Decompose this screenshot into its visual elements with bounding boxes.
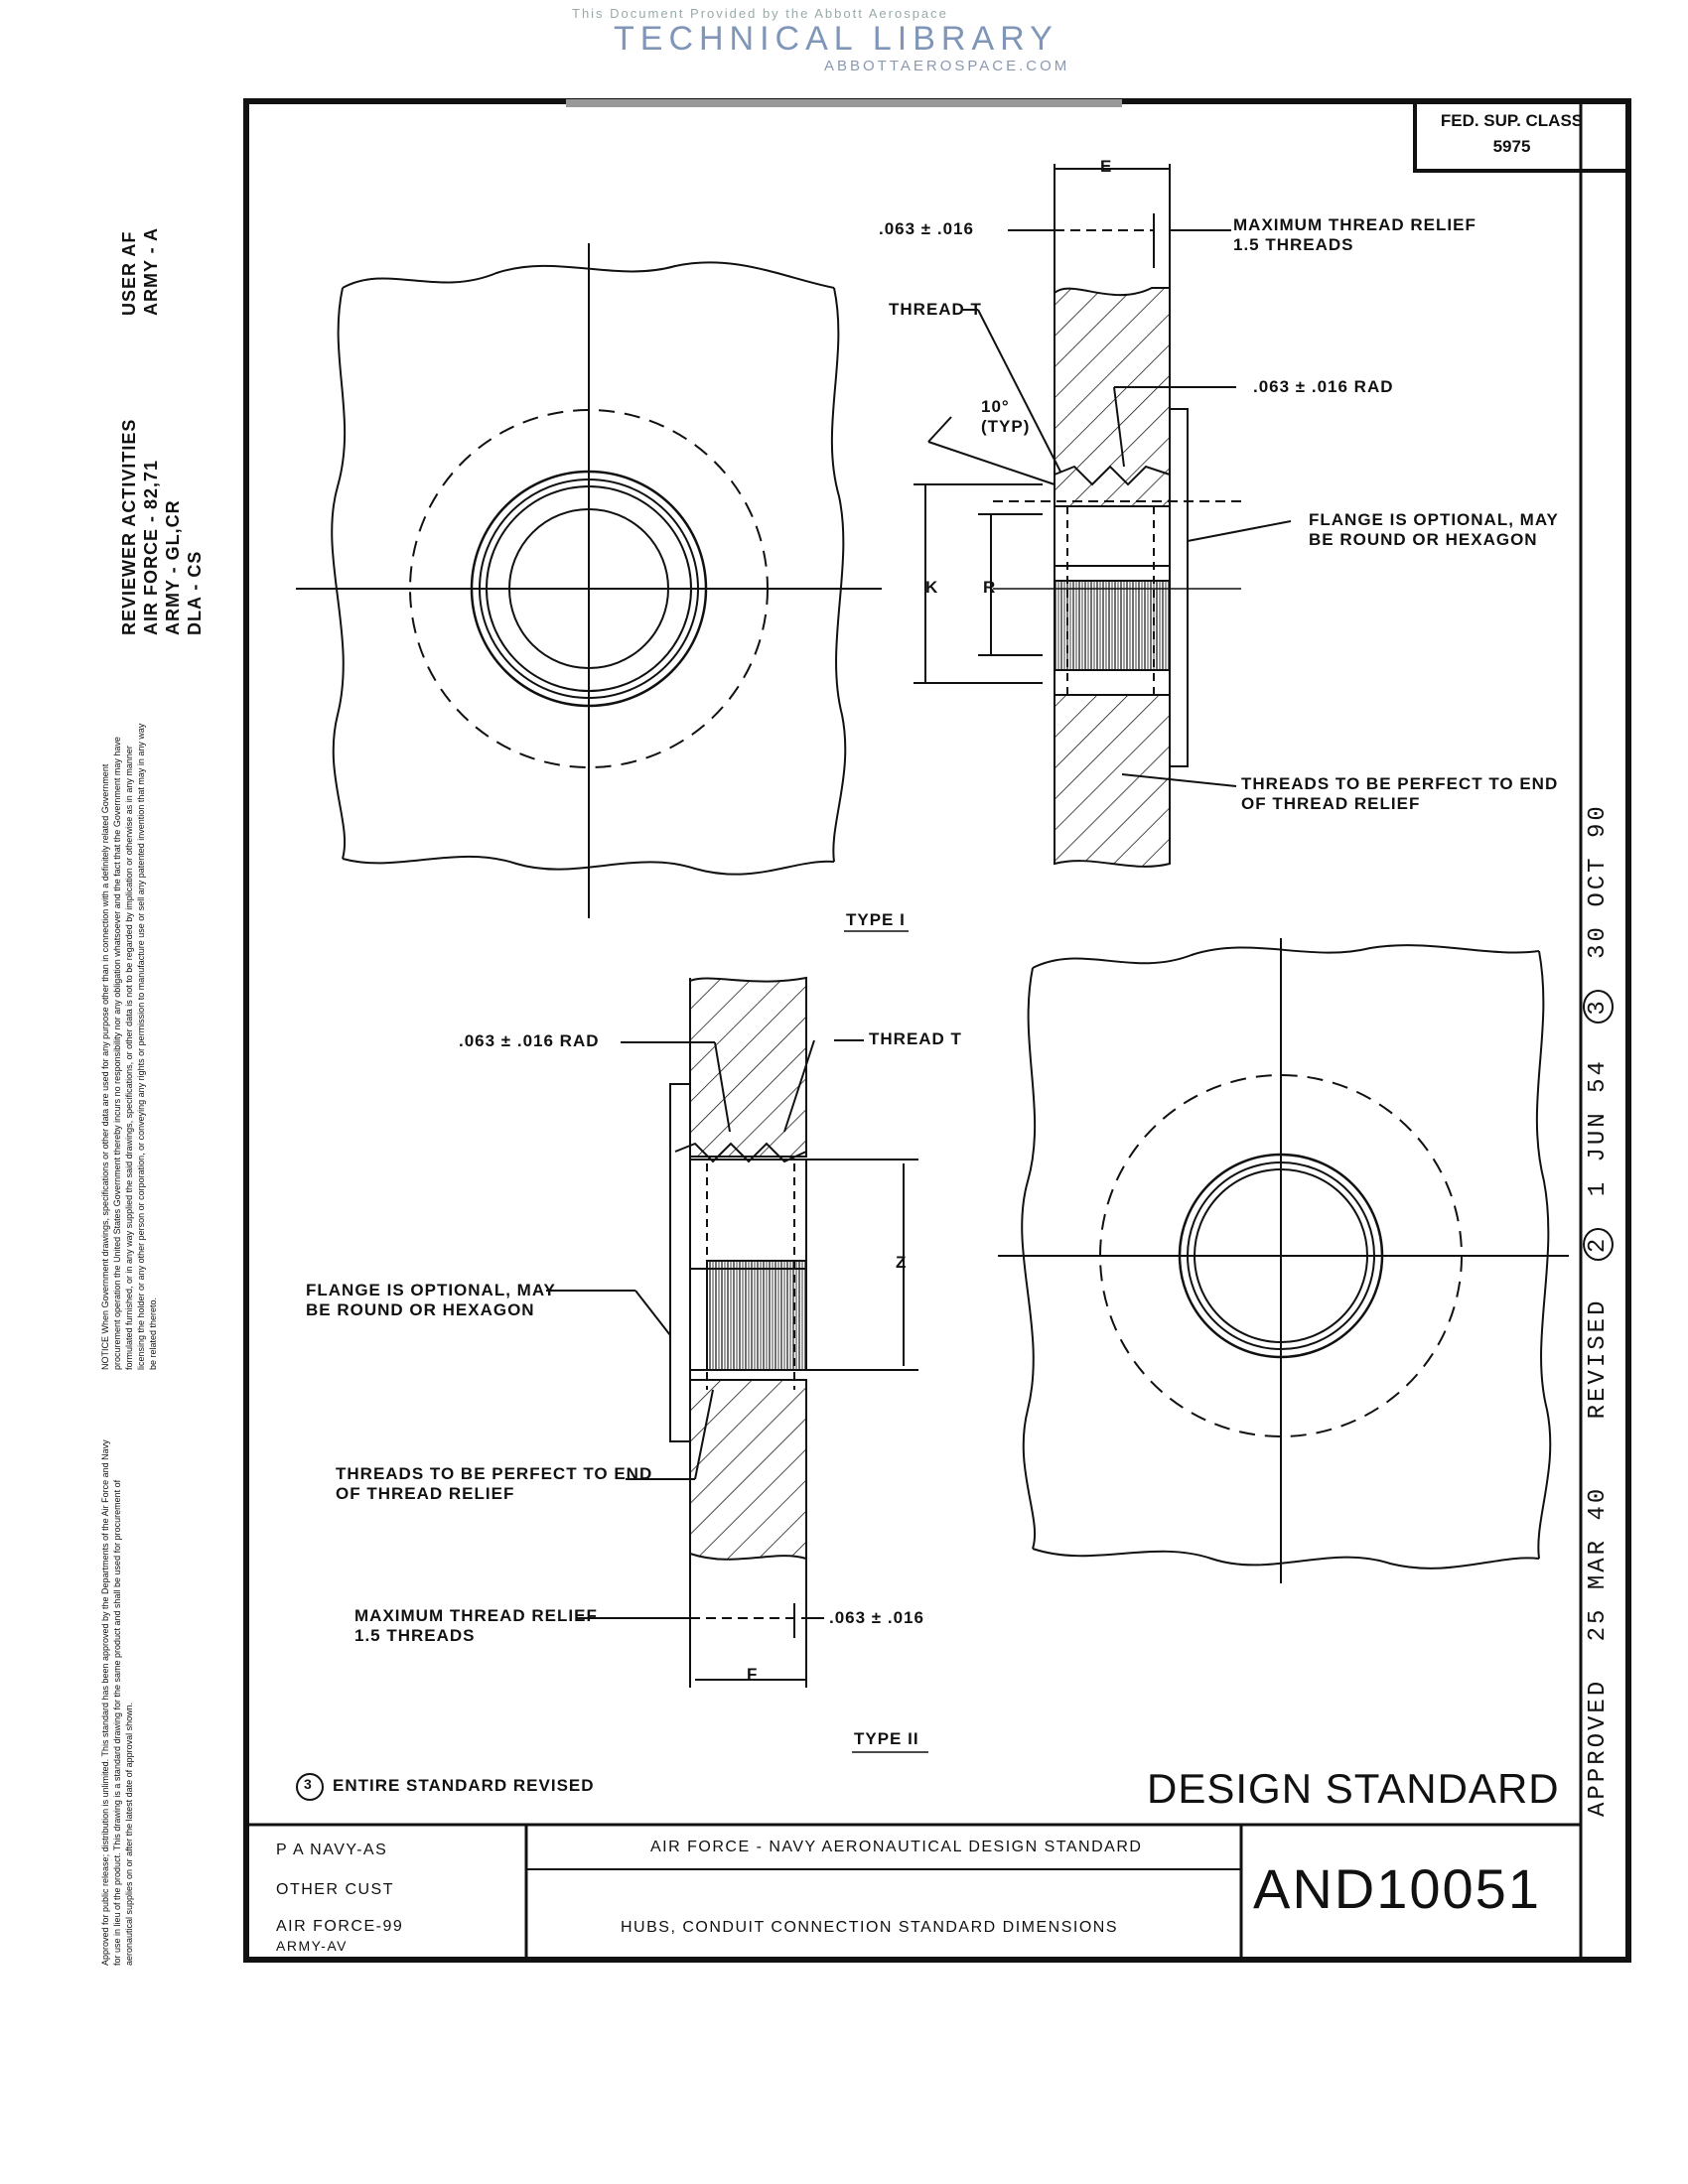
type2-threads-perfect-1: THREADS TO BE PERFECT TO END [336,1464,653,1483]
type2-caption: TYPE II [854,1729,919,1748]
reviewer-activities-title: REVIEWER ACTIVITIES [119,418,139,635]
type1-angle-typ: (TYP) [981,417,1031,436]
rev3-mark: 3 [1583,990,1614,1023]
type2-flange-2: BE ROUND OR HEXAGON [306,1300,535,1319]
notice-text: NOTICE When Government drawings, specifications or other data are used for any purpose other than in connection with a definitely related Government procurement operation the United States Government thereby incurs no responsibility nor any obligation whatsoever and the fact that the Government may have formulated furnished, or in any way supplied the said drawings, specifications, or other data is not to be regarded by implication or otherwise as in any manner licensing the holder or any other person or corporation, or conveying any rights or permission to manufacture use or sell any patented invention that may in any way be related thereto. [100,723,158,1370]
reviewer-army: ARMY - GL,CR [163,499,183,635]
revised-label: REVISED [1585,1297,1612,1420]
fed-sup-class-label: FED. SUP. CLASS [1440,111,1584,130]
type2-rad: .063 ± .016 RAD [459,1031,600,1050]
design-standard: DESIGN STANDARD [1147,1765,1560,1812]
type1-max-thread-relief-2: 1.5 THREADS [1233,235,1354,254]
type1-angle: 10° [981,397,1010,416]
type1-dim-063: .063 ± .016 [879,219,974,238]
type2-threads-perfect-2: OF THREAD RELIEF [336,1484,515,1503]
entire-standard-revised: ENTIRE STANDARD REVISED [333,1776,595,1795]
rev3-note-mark: 3 [304,1776,313,1792]
type2-plan-view [998,938,1569,1583]
user-army: ARMY - A [141,227,161,316]
user-af: USER AF [119,230,139,316]
org-name: AIR FORCE - NAVY AERONAUTICAL DESIGN STANDARD [650,1839,1143,1855]
reviewer-airforce: AIR FORCE - 82,71 [141,459,161,635]
approved-label: APPROVED [1585,1678,1612,1817]
reviewer-dla: DLA - CS [185,550,205,635]
revision-strip [1585,803,1612,1817]
type1-dim-r: R [983,578,997,597]
type2-dim-063: .063 ± .016 [829,1608,924,1627]
type1-max-thread-relief: MAXIMUM THREAD RELIEF [1233,215,1477,234]
fed-sup-class-value: 5975 [1492,137,1531,156]
watermark-line1: This Document Provided by the Abbott Aerospace [572,6,948,21]
custodian-army: ARMY-AV [276,1938,348,1954]
custodian-navy: P A NAVY-AS [276,1842,388,1858]
type1-dim-k: K [925,578,939,597]
type1-caption: TYPE I [846,910,906,929]
rev2-date: 1 JUN 54 [1585,1058,1612,1197]
type1-thread-t: THREAD T [889,300,982,319]
type1-threads-perfect-2: OF THREAD RELIEF [1241,794,1421,813]
type1-flange-1: FLANGE IS OPTIONAL, MAY [1309,510,1559,529]
type2-dim-f: F [747,1665,759,1684]
custodian-other: OTHER CUST [276,1881,394,1898]
watermark-title: TECHNICAL LIBRARY [614,20,1058,58]
approved-date: 25 MAR 40 [1585,1485,1612,1642]
type1-section-view [914,164,1291,867]
type1-flange-2: BE ROUND OR HEXAGON [1309,530,1538,549]
type2-max-thread-relief-2: 1.5 THREADS [354,1626,476,1645]
type2-section-view [546,978,918,1688]
rev3-date: 30 OCT 90 [1585,803,1612,959]
custodian-airforce: AIR FORCE-99 [276,1918,404,1935]
standard-number: AND10051 [1253,1857,1541,1920]
type2-dim-z: Z [896,1253,908,1272]
type2-flange-1: FLANGE IS OPTIONAL, MAY [306,1281,556,1299]
type1-rad: .063 ± .016 RAD [1253,377,1394,396]
type1-threads-perfect-1: THREADS TO BE PERFECT TO END [1241,774,1559,793]
rev2-mark: 2 [1583,1228,1614,1261]
type1-dim-e: E [1100,157,1113,176]
standard-title: HUBS, CONDUIT CONNECTION STANDARD DIMENSIONS [621,1919,1118,1936]
type2-thread-t: THREAD T [869,1029,962,1048]
watermark-url: ABBOTTAEROSPACE.COM [824,58,1070,74]
release-text: Approved for public release; distribution is unlimited. This standard has been approved by the Departments of the Air Force and Navy for use in lieu of the product. This drawing is a standard drawing for the same product and shall be used for procurement of aeronautical supplies on or after the latest date of approval shown. [100,1439,134,1966]
type2-max-thread-relief: MAXIMUM THREAD RELIEF [354,1606,598,1625]
type1-plan-view [296,243,882,918]
